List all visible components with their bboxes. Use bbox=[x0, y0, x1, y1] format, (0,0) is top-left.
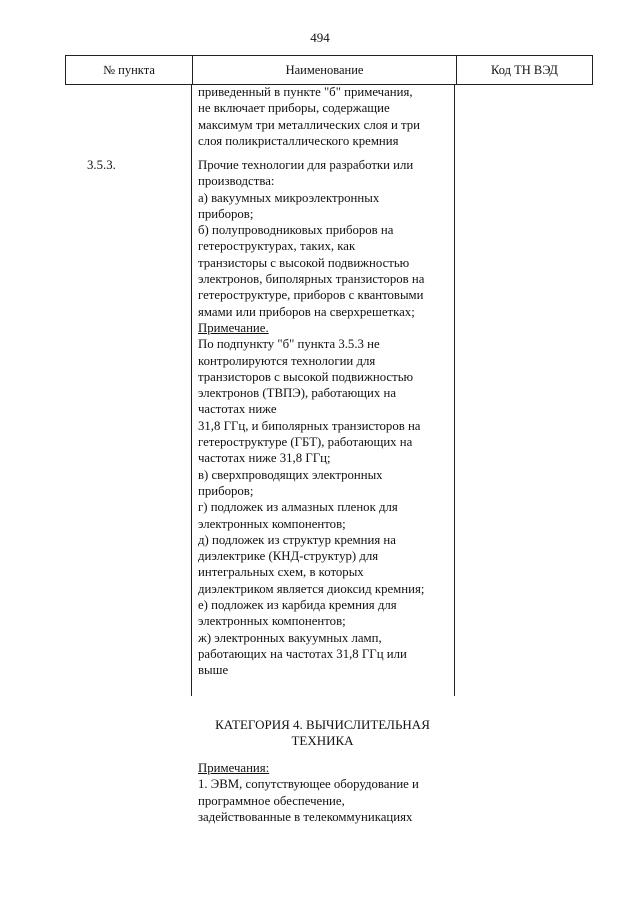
column-header-number: № пункта bbox=[66, 56, 193, 85]
column-divider bbox=[191, 84, 192, 696]
column-divider bbox=[454, 84, 455, 696]
column-header-code: Код ТН ВЭД bbox=[457, 56, 593, 85]
item-text: Прочие технологии для разработки или производства: а) вакуумных микроэлектронных приборов; б) полупроводниковых приборов на гетероструктурах, таких, как транзисторы с высокой подвижностью электронов, биполярных транзисторов на гетероструктуре, приборов с квантовыми ямами или приборов на сверхрешетках; bbox=[198, 158, 425, 319]
column-header-name: Наименование bbox=[193, 56, 457, 85]
continuation-text: приведенный в пункте "б" примечания, не включает приборы, содержащие максимум три металлических слоя и три слоя поликристаллического кремния bbox=[198, 85, 421, 148]
category-notes-heading: Примечания: bbox=[198, 761, 270, 775]
page-number: 494 bbox=[310, 30, 330, 45]
note-text: По подпункту "б" пункта 3.5.3 не контролируются технологии для транзисторов с высокой подвижностью электронов (ТВПЭ), работающих на частотах ниже 31,8 ГГц, и биполярных транзисторов на гетероструктуре (ГБТ), работающих на частотах ниже 31,8 ГГц; в) сверхпроводящих электронных приборов; г) подложек из алмазных пленок для электронных компонентов; д) подложек из структур кремния на диэлектрике (КНД-структур) для интегральных схем, в которых диэлектриком является диоксид кремния; е) подложек из карбида кремния для электронных компонентов; ж) электронных вакуумных ламп, работающих на частотах 31,8 ГГц или выше bbox=[198, 337, 425, 678]
category-notes-text: 1. ЭВМ, сопутствующее оборудование и программное обеспечение, задействованные в телекоммуникациях bbox=[198, 777, 419, 824]
category-title: КАТЕГОРИЯ 4. ВЫЧИСЛИТЕЛЬНАЯ ТЕХНИКА bbox=[215, 717, 430, 749]
table-header bbox=[65, 55, 593, 85]
item-number: 3.5.3. bbox=[87, 158, 116, 172]
table-body bbox=[65, 84, 593, 900]
note-block bbox=[198, 320, 450, 679]
category-notes bbox=[198, 760, 498, 825]
note-heading: Примечание. bbox=[198, 321, 269, 335]
